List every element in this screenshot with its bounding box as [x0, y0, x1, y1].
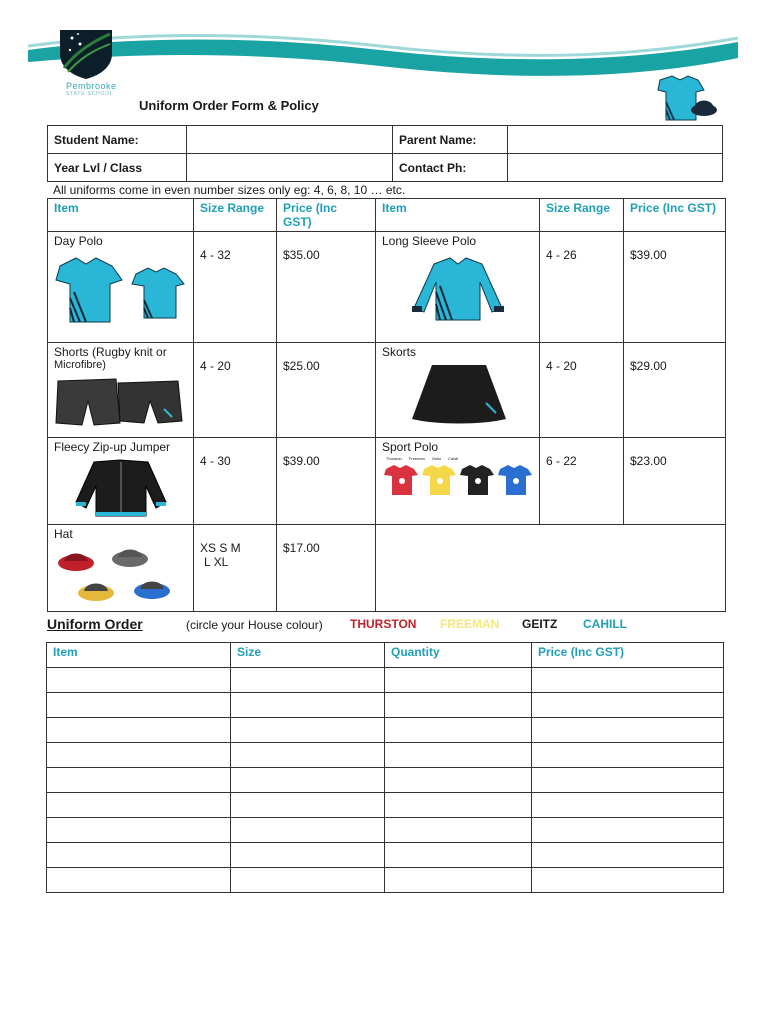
sport-polo-image — [382, 463, 532, 497]
order-item-cell[interactable] — [47, 693, 231, 718]
order-size-cell[interactable] — [231, 718, 385, 743]
order-row — [47, 718, 724, 743]
fleecy-jumper-image — [54, 458, 188, 520]
col-size-range: Size Range — [540, 199, 624, 232]
sport-polo-label: Geitz — [431, 456, 442, 461]
order-row — [47, 768, 724, 793]
order-item-cell[interactable] — [47, 843, 231, 868]
col-quantity: Quantity — [385, 643, 532, 668]
student-name-field[interactable] — [187, 126, 393, 154]
col-item: Item — [48, 199, 194, 232]
col-size-range: Size Range — [194, 199, 277, 232]
item-cell — [48, 525, 194, 612]
order-item-cell[interactable] — [47, 868, 231, 893]
order-quantity-cell[interactable] — [385, 768, 532, 793]
size-range: 4 - 32 — [194, 232, 277, 343]
order-size-cell[interactable] — [231, 818, 385, 843]
item-name: Fleecy Zip-up Jumper — [54, 440, 171, 454]
size-range: 4 - 26 — [540, 232, 624, 343]
size-range: 4 - 30 — [194, 438, 277, 525]
school-subtitle: STATE SCHOOL — [66, 91, 114, 97]
order-price-cell[interactable] — [532, 693, 724, 718]
house-thurston[interactable]: THURSTON — [350, 617, 417, 631]
order-price-cell[interactable] — [532, 718, 724, 743]
catalog-header-row — [48, 199, 726, 232]
item-subtitle: Microfibre) — [54, 359, 106, 371]
item-cell — [376, 438, 540, 525]
order-size-cell[interactable] — [231, 693, 385, 718]
price: $35.00 — [277, 232, 376, 343]
order-price-cell[interactable] — [532, 768, 724, 793]
item-cell — [376, 232, 540, 343]
col-price: Price (Inc GST) — [532, 643, 724, 668]
house-geitz[interactable]: GEITZ — [522, 617, 558, 631]
order-row — [47, 668, 724, 693]
size-range: 4 - 20 — [540, 343, 624, 438]
order-size-cell[interactable] — [231, 768, 385, 793]
order-item-cell[interactable] — [47, 793, 231, 818]
order-row — [47, 818, 724, 843]
item-cell — [48, 232, 194, 343]
sport-polo-label: Freeman — [408, 456, 425, 461]
price: $17.00 — [277, 525, 376, 612]
order-item-cell[interactable] — [47, 668, 231, 693]
item-cell — [48, 343, 194, 438]
order-size-cell[interactable] — [231, 843, 385, 868]
uniform-order-title: Uniform Order — [47, 616, 143, 632]
long-sleeve-polo-image — [382, 252, 532, 324]
price: $39.00 — [624, 232, 726, 343]
col-size: Size — [231, 643, 385, 668]
item-name: Day Polo — [54, 234, 103, 248]
house-freeman[interactable]: FREEMAN — [440, 617, 500, 631]
sport-polo-label: Thurston — [386, 456, 402, 461]
order-quantity-cell[interactable] — [385, 868, 532, 893]
catalog-row — [48, 232, 726, 343]
order-price-cell[interactable] — [532, 743, 724, 768]
item-cell — [48, 438, 194, 525]
size-range: 4 - 20 — [194, 343, 277, 438]
order-size-cell[interactable] — [231, 793, 385, 818]
order-row — [47, 743, 724, 768]
item-name: Sport Polo — [382, 440, 439, 454]
price: $29.00 — [624, 343, 726, 438]
page-title: Uniform Order Form & Policy — [139, 98, 319, 113]
item-name: Skorts — [382, 345, 417, 359]
order-quantity-cell[interactable] — [385, 693, 532, 718]
contact-ph-field[interactable] — [508, 154, 723, 182]
day-polo-image — [54, 252, 188, 324]
price: $25.00 — [277, 343, 376, 438]
order-row — [47, 868, 724, 893]
order-quantity-cell[interactable] — [385, 668, 532, 693]
sizing-note: All uniforms come in even number sizes only eg: 4, 6, 8, 10 … etc. — [53, 183, 406, 197]
order-size-cell[interactable] — [231, 868, 385, 893]
year-class-field[interactable] — [187, 154, 393, 182]
item-name: Hat — [54, 527, 73, 541]
col-item: Item — [376, 199, 540, 232]
order-row — [47, 843, 724, 868]
sport-polo-labels — [382, 456, 533, 461]
order-price-cell[interactable] — [532, 668, 724, 693]
size-range — [194, 525, 277, 612]
order-quantity-cell[interactable] — [385, 718, 532, 743]
price: $23.00 — [624, 438, 726, 525]
order-item-cell[interactable] — [47, 718, 231, 743]
order-row — [47, 793, 724, 818]
student-info-table — [47, 125, 723, 182]
house-cahill[interactable]: CAHILL — [583, 617, 627, 631]
order-quantity-cell[interactable] — [385, 843, 532, 868]
year-class-label: Year Lvl / Class — [48, 154, 187, 182]
order-item-cell[interactable] — [47, 768, 231, 793]
order-item-cell[interactable] — [47, 818, 231, 843]
catalog-row — [48, 525, 726, 612]
student-name-label: Student Name: — [48, 126, 187, 154]
contact-ph-label: Contact Ph: — [393, 154, 508, 182]
col-item: Item — [47, 643, 231, 668]
price: $39.00 — [277, 438, 376, 525]
order-header-row — [47, 643, 724, 668]
parent-name-label: Parent Name: — [393, 126, 508, 154]
size-range: 6 - 22 — [540, 438, 624, 525]
item-cell — [376, 343, 540, 438]
hat-sizes-line2: L XL — [204, 555, 229, 569]
catalog-row — [48, 343, 726, 438]
catalog-row — [48, 438, 726, 525]
parent-name-field[interactable] — [508, 126, 723, 154]
col-price: Price (Inc GST) — [624, 199, 726, 232]
order-quantity-cell[interactable] — [385, 818, 532, 843]
order-size-cell[interactable] — [231, 743, 385, 768]
empty-cell — [376, 525, 726, 612]
order-price-cell[interactable] — [532, 793, 724, 818]
order-price-cell[interactable] — [532, 868, 724, 893]
skorts-image — [382, 363, 532, 425]
uniform-order-table — [46, 642, 724, 893]
order-row — [47, 693, 724, 718]
hat-image — [54, 545, 188, 609]
hat-sizes-line1: XS S M — [200, 541, 241, 555]
house-colour-note: (circle your House colour) — [186, 618, 323, 632]
item-name: Shorts (Rugby knit or — [54, 345, 167, 359]
order-price-cell[interactable] — [532, 818, 724, 843]
col-price: Price (Inc GST) — [277, 199, 376, 232]
item-name: Long Sleeve Polo — [382, 234, 477, 248]
order-price-cell[interactable] — [532, 843, 724, 868]
order-size-cell[interactable] — [231, 668, 385, 693]
school-name: Pembrooke — [66, 81, 117, 91]
order-quantity-cell[interactable] — [385, 743, 532, 768]
uniform-catalog-table — [47, 198, 726, 612]
order-quantity-cell[interactable] — [385, 793, 532, 818]
order-item-cell[interactable] — [47, 743, 231, 768]
uniform-polo-hat-image — [652, 72, 718, 124]
school-logo — [58, 28, 114, 80]
shorts-image — [54, 375, 184, 427]
sport-polo-label: Cahill — [448, 456, 459, 461]
